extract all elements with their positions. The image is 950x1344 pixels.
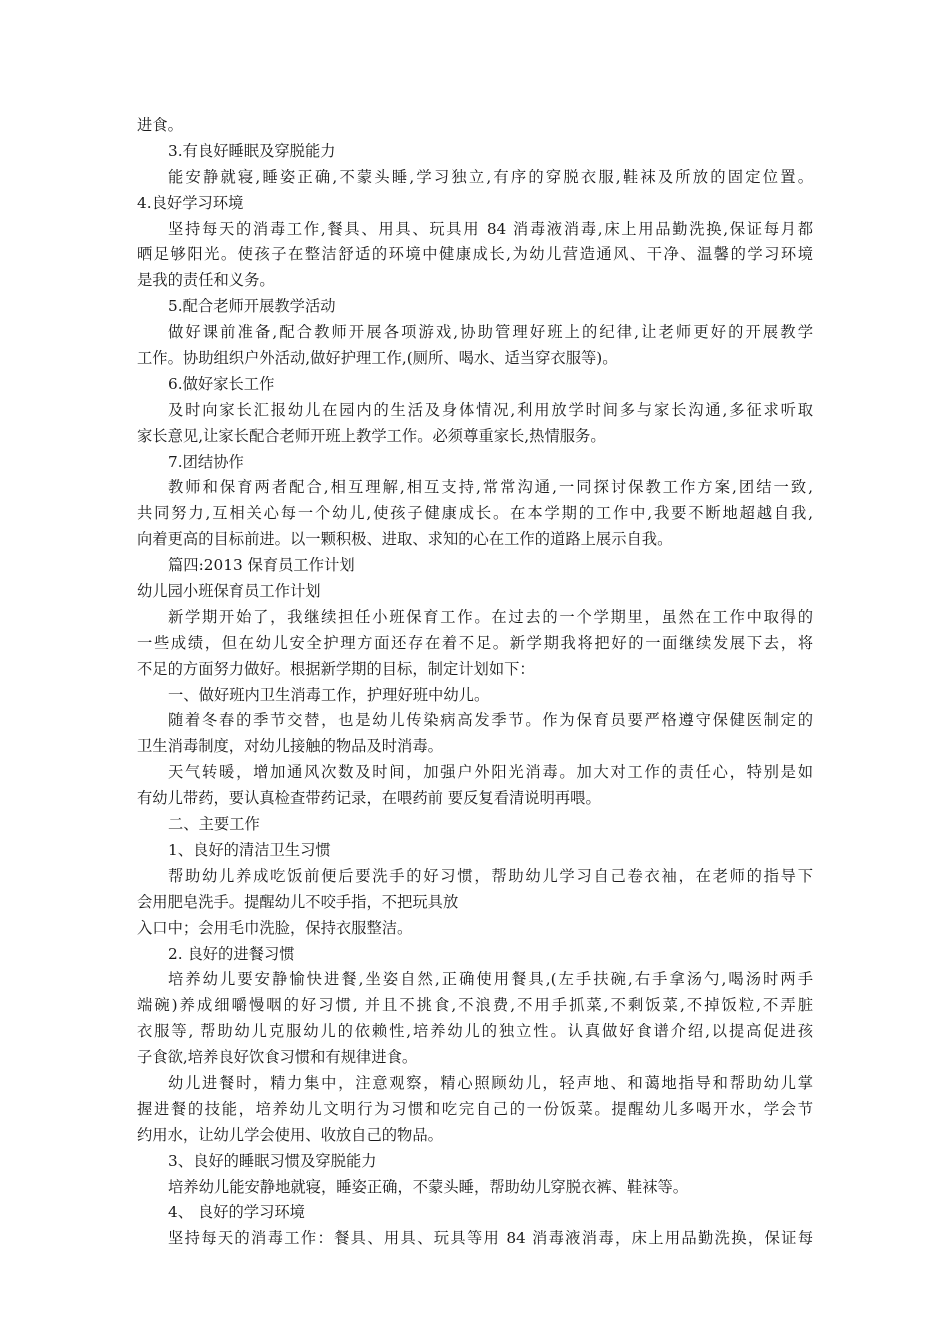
text-line: 做好课前准备,配合教师开展各项游戏,协助管理好班上的纪律,让老师更好的开展教学 (168, 323, 813, 342)
text-line: 二、主要工作 (168, 815, 260, 834)
text-line: 3、良好的睡眠习惯及穿脱能力 (168, 1151, 377, 1170)
text-line: 随着冬春的季节交替，也是幼儿传染病高发季节。作为保育员要严格遵守保健医制定的 (168, 711, 813, 730)
text-line: 7.团结协作 (168, 452, 244, 471)
text-line: 子食欲,培养良好饮食习惯和有规律进食。 (137, 1048, 418, 1067)
text-line: 帮助幼儿养成吃饭前便后要洗手的好习惯，帮助幼儿学习自己卷衣袖，在老师的指导下 (168, 866, 813, 885)
text-line: 能安静就寝,睡姿正确,不蒙头睡,学习独立,有序的穿脱衣服,鞋袜及所放的固定位置。 (168, 167, 813, 186)
text-line: 是我的责任和义务。 (137, 271, 275, 290)
text-line: 不足的方面努力做好。根据新学期的目标，制定计划如下： (137, 659, 535, 678)
text-line: 坚持每天的消毒工作：餐具、用具、玩具等用 84 消毒液消毒，床上用品勤洗换，保证每 (168, 1229, 813, 1248)
text-line: 工作。协助组织户外活动,做好护理工作,(厕所、喝水、适当穿衣服等)。 (137, 349, 618, 368)
text-line: 2. 良好的进餐习惯 (168, 944, 295, 963)
text-line: 晒足够阳光。使孩子在整洁舒适的环境中健康成长,为幼儿营造通风、干净、温馨的学习环境 (137, 245, 813, 264)
text-line: 入口中；会用毛巾洗脸，保持衣服整洁。 (137, 918, 413, 937)
document-page (137, 113, 813, 1252)
text-line: 进食。 (137, 116, 183, 134)
text-line: 会用肥皂洗手。提醒幼儿不咬手指，不把玩具放 (137, 892, 459, 911)
text-line: 向着更高的目标前进。以一颗积极、进取、求知的心在工作的道路上展示自我。 (137, 530, 673, 549)
text-line: 一、做好班内卫生消毒工作，护理好班中幼儿。 (168, 685, 490, 704)
text-line: 5.配合老师开展教学活动 (168, 297, 336, 316)
text-line: 及时向家长汇报幼儿在园内的生活及身体情况,利用放学时间多与家长沟通,多征求听取 (168, 400, 813, 419)
text-line: 有幼儿带药，要认真检查带药记录，在喂药前 要反复看清说明再喂。 (137, 789, 601, 808)
text-line: 幼儿园小班保育员工作计划 (137, 582, 321, 601)
text-line: 新学期开始了，我继续担任小班保育工作。在过去的一个学期里，虽然在工作中取得的 (168, 607, 813, 626)
text-line: 约用水，让幼儿学会使用、收放自己的物品。 (137, 1125, 443, 1144)
text-line: 端碗)养成细嚼慢咽的好习惯, 并且不挑食,不浪费,不用手抓菜,不剩饭菜,不掉饭粒,不弄脏 (137, 996, 813, 1015)
text-line: 衣服等, 帮助幼儿克服幼儿的依赖性,培养幼儿的独立性。认真做好食谱介绍,以提高促进孩 (137, 1022, 813, 1041)
text-line: 一些成绩，但在幼儿安全护理方面还存在着不足。新学期我将把好的一面继续发展下去，将 (137, 633, 813, 652)
text-line: 教师和保育两者配合,相互理解,相互支持,常常沟通,一同探讨保教工作方案,团结一致, (168, 478, 813, 497)
text-line: 4.良好学习环境 (137, 193, 244, 212)
text-line: 共同努力,互相关心每一个幼儿,使孩子健康成长。在本学期的工作中,我要不断地超越自我, (137, 504, 813, 523)
text-line: 篇四:2013 保育员工作计划 (168, 556, 355, 575)
text-line: 握进餐的技能，培养幼儿文明行为习惯和吃完自己的一份饭菜。提醒幼儿多喝开水，学会节 (137, 1099, 813, 1118)
text-line: 天气转暖，增加通风次数及时间，加强户外阳光消毒。加大对工作的责任心，特别是如 (168, 763, 813, 782)
text-line: 6.做好家长工作 (168, 374, 275, 393)
text-line: 坚持每天的消毒工作,餐具、用具、玩具用 84 消毒液消毒,床上用品勤洗换,保证每月都 (168, 219, 813, 238)
text-line: 3.有良好睡眠及穿脱能力 (168, 141, 336, 160)
text-line: 卫生消毒制度，对幼儿接触的物品及时消毒。 (137, 737, 443, 756)
text-line: 培养幼儿能安静地就寝，睡姿正确，不蒙头睡，帮助幼儿穿脱衣裤、鞋袜等。 (168, 1177, 689, 1196)
text-line: 4、 良好的学习环境 (168, 1203, 305, 1222)
text-line: 家长意见,让家长配合老师开班上教学工作。必须尊重家长,热情服务。 (137, 426, 606, 445)
text-line: 幼儿进餐时，精力集中，注意观察，精心照顾幼儿，轻声地、和蔼地指导和帮助幼儿掌 (168, 1073, 813, 1092)
text-line: 1、良好的清洁卫生习惯 (168, 840, 331, 859)
text-line: 培养幼儿要安静愉快进餐,坐姿自然,正确使用餐具,(左手扶碗,右手拿汤勺,喝汤时两手 (168, 970, 813, 989)
